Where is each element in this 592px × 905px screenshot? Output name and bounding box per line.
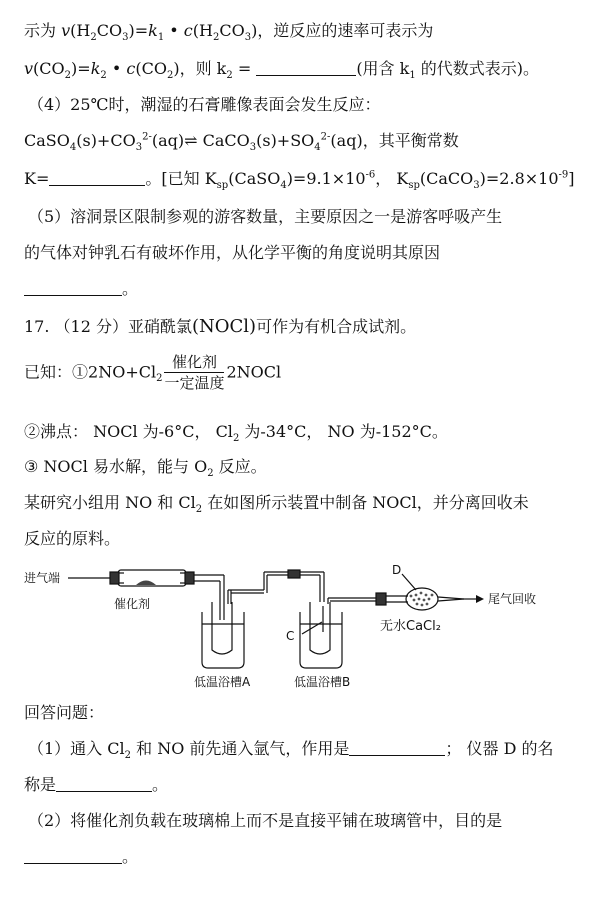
text-line-ksp: K= 。[已知 $K_{sp}(CaSO_4)=9.1\times 10^{-6}$， $K_{sp}(CaCO_3)=2.8\times 10^{-9}$] [24, 169, 575, 192]
answer-blank-q5[interactable] [24, 279, 122, 296]
text-line-q5-answer: 。 [24, 278, 582, 300]
label-inlet: 进气端 [24, 571, 61, 585]
text-line-q5: （5）溶洞景区限制参观的游客数量，主要原因之一是游客呼吸产生 [28, 207, 503, 226]
text-line-q1-cont: 称是 。 [24, 775, 169, 794]
label-bath-A: 低温浴槽A [194, 675, 251, 689]
text-line-boiling-points: ②沸点： NOCl 为-6°C， $Cl_2$ 为-34°C， NO 为-152°C。 [24, 422, 448, 445]
label-desiccant: 无水CaCl₂ [380, 619, 441, 634]
answer-blank-k2[interactable] [256, 59, 356, 76]
text-line-q4: （4）25℃时，潮湿的石膏雕像表面会发生反应： [28, 95, 381, 114]
apparatus-diagram [24, 562, 574, 692]
known-reaction: 已知：$①2NO+Cl_2$ $\frac{\text{催化剂}}{\text{一定温度}}$ 2NOCl [24, 353, 282, 392]
answer-blank-argon[interactable] [349, 739, 445, 756]
text-line-q2: （2）将催化剂负载在玻璃棉上而不是直接平铺在玻璃管中，目的是 [28, 811, 503, 830]
text-line-rate-forward: 示为 $v(H_2CO_3)=k_1$ • $c(H_2CO_3)$，逆反应的速率可表示为 [24, 21, 434, 44]
reaction-condition: $\frac{\text{催化剂}}{\text{一定温度}}$ [164, 353, 225, 392]
answer-blank-q2[interactable] [24, 847, 122, 864]
text-line-answer-prompt: 回答问题： [24, 703, 105, 722]
answer-blank-K[interactable] [49, 169, 145, 186]
text-line-q5-cont: 的气体对钟乳石有破坏作用，从化学平衡的角度说明其原因 [24, 243, 441, 262]
label-catalyst: 催化剂 [114, 597, 151, 611]
label-tail-gas: 尾气回收 [488, 592, 537, 606]
answer-blank-instrument-D[interactable] [56, 775, 152, 792]
text-line-hydrolysis: ③ NOCl 易水解，能与 $O_2$ 反应。 [24, 457, 267, 480]
label-D: D [392, 563, 402, 577]
label-bath-B: 低温浴槽B [294, 675, 351, 689]
question-17-heading: 17. （12 分）亚硝酰氯(NOCl)可作为有机合成试剂。 [24, 316, 417, 337]
text-line-research: 某研究小组用 NO 和 $Cl_2$ 在如图所示装置中制备 NOCl，并分离回收未 [24, 493, 529, 516]
text-line-research-cont: 反应的原料。 [24, 529, 121, 548]
reaction-equation: $CaSO_4(s)+CO_3^{2-}(aq)\rightleftharpoons$ $CaCO_3(s)+SO_4^{2-}(aq)$，其平衡常数 [24, 131, 459, 154]
text-line-q2-answer: 。 [24, 846, 582, 868]
text-line-rate-reverse: $v(CO_2)=k_2$ • $c(CO_2)$，则 $k_2$ = (用含 $k_1$ 的代数式表示)。 [24, 59, 540, 82]
text-line-q1: （1）通入 $Cl_2$ 和 NO 前先通入氩气，作用是 ； 仪器 D 的名 [28, 739, 554, 762]
label-C: C [286, 629, 295, 643]
